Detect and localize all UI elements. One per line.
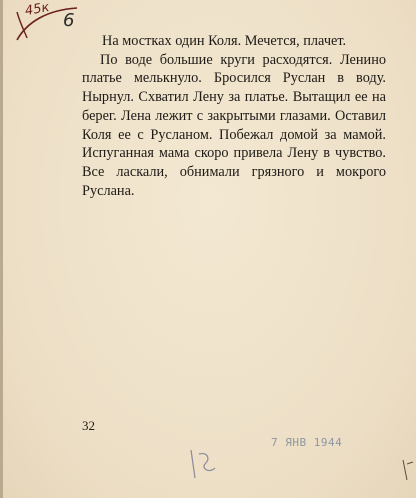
margin-mark — [401, 458, 415, 485]
pencil-mark-icon — [185, 448, 225, 484]
paragraph: По воде большие круги расходятся. Ленино платье мелькнуло. Бросился Руслан в воду. Нырнул. Схватил Лену за платье. Вытащил ее на берег. Лена лежит с закрытыми глазами. Оставил Коля ее с Русланом. Побежал домой за мамой. Испуганная мама скоро привела Лену в чувство. Все ласкали, обнимали грязного и мокрого Руслана. — [82, 51, 386, 199]
handwritten-corner-digit: 6 — [63, 10, 75, 31]
handwritten-corner-note: 45к — [23, 0, 51, 20]
body-text — [82, 32, 386, 200]
library-stamp: 7 ЯНВ 1944 — [271, 436, 343, 449]
paragraph: На мостках один Коля. Мечется, плачет. — [102, 33, 347, 49]
margin-scribble-icon — [401, 458, 415, 482]
page-number: 32 — [82, 418, 95, 433]
